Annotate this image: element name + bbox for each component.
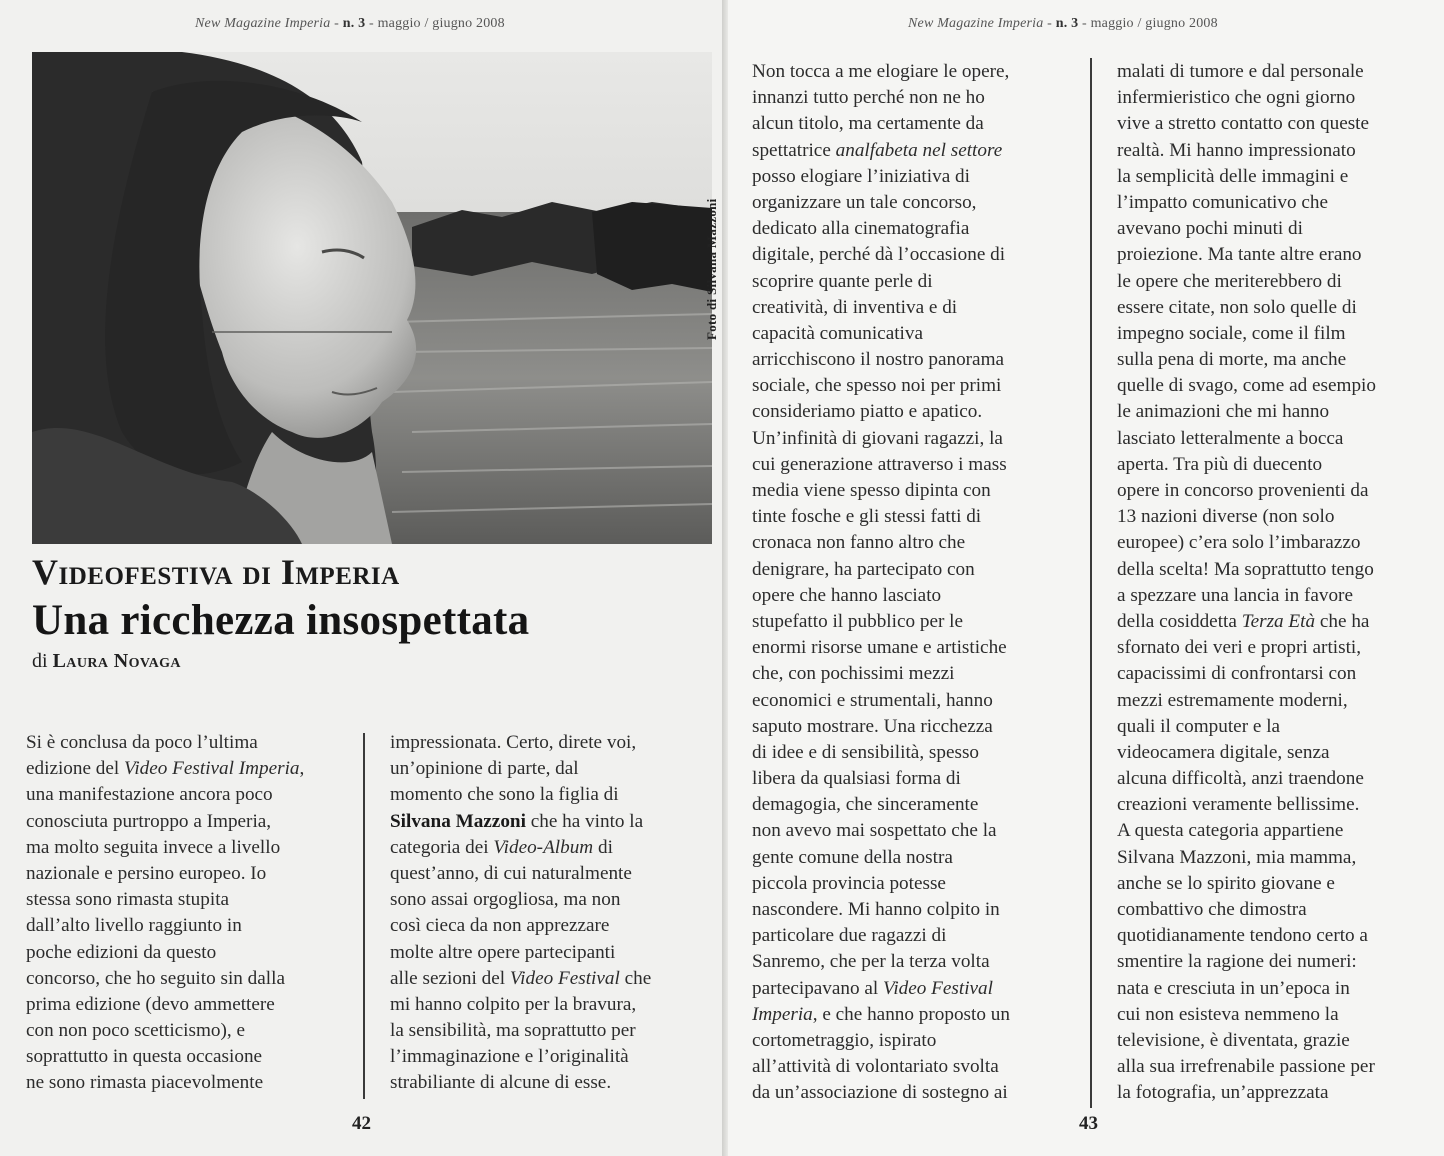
text-line: l’immaginazione e l’originalità: [390, 1046, 629, 1068]
text-line: cui non esisteva nemmeno la: [1117, 1003, 1339, 1025]
text-line: consideriamo piatto e apatico.: [752, 401, 983, 423]
text-line: media viene spesso dipinta con: [752, 480, 991, 501]
running-head-left: New Magazine Imperia - n. 3 - maggio / giugno 2008: [195, 16, 505, 31]
text-line: della cosiddetta Terza Età che ha: [1117, 610, 1370, 632]
text-line: A questa categoria appartiene: [1117, 820, 1344, 842]
text-line: impressionata. Certo, direte voi,: [390, 732, 637, 753]
issue-number: n. 3: [342, 16, 366, 31]
text-line: con non poco scetticismo), e: [26, 1020, 245, 1042]
bold-name: Silvana Mazzoni: [390, 810, 526, 832]
column-rule: [1090, 58, 1092, 1108]
text-line: lasciato letteralmente a bocca: [1117, 427, 1344, 449]
cover-photo: [32, 52, 712, 544]
byline: di Laura Novaga: [32, 650, 181, 672]
text-line: libera da qualsiasi forma di: [752, 768, 961, 790]
text-line: denigrare, ha partecipato con: [752, 558, 975, 580]
issue-number: n. 3: [1055, 16, 1079, 31]
text-line: prima edizione (devo ammettere: [26, 993, 275, 1015]
text-line: mezzi estremamente moderni,: [1117, 689, 1348, 711]
text-line: smentire la ragione dei numeri:: [1117, 951, 1357, 973]
text-line: particolare due ragazzi di: [752, 925, 947, 947]
text-line: anche se lo spirito giovane e: [1117, 872, 1335, 894]
text-line: quest’anno, di cui naturalmente: [390, 862, 632, 884]
text-line: Non tocca a me elogiare le opere,: [752, 61, 1010, 82]
text-line: soprattutto in questa occasione: [26, 1046, 263, 1068]
text-line: momento che sono la figlia di: [390, 784, 619, 806]
text-line: alla sua irrefrenabile passione per: [1117, 1056, 1375, 1078]
text-line: vive a stretto contatto con queste: [1117, 113, 1370, 135]
text-line: quelle di svago, come ad esempio: [1117, 375, 1376, 397]
italic-title: Video Festival Imperia: [124, 758, 300, 780]
text-line: la fotografia, un’apprezzata: [1117, 1082, 1329, 1104]
text-line: dall’alto livello raggiunto in: [26, 915, 242, 937]
text-line: nata e cresciuta in un’epoca in: [1117, 977, 1350, 999]
italic-title: Terza Età: [1241, 610, 1316, 632]
text-line: Sanremo, che per la terza volta: [752, 951, 990, 973]
issue-date: maggio / giugno 2008: [1090, 16, 1218, 31]
text-line: di idee e di sensibilità, spesso: [752, 741, 980, 763]
text-line: all’attività di volontariato svolta: [752, 1056, 999, 1078]
text-line: economici e strumentali, hanno: [752, 689, 993, 711]
text-line: enormi risorse umane e artistiche: [752, 637, 1007, 659]
text-line: una manifestazione ancora poco: [26, 784, 273, 806]
italic-title: Imperia: [752, 1003, 813, 1025]
text-line: arricchiscono il nostro panorama: [752, 349, 1005, 371]
text-line: le animazioni che mi hanno: [1117, 401, 1330, 423]
text-line: videocamera digitale, senza: [1117, 741, 1330, 763]
text-column-1: [26, 730, 304, 1097]
italic-title: Video Festival: [883, 977, 993, 999]
text-line: la sensibilità, ma soprattutto per: [390, 1020, 636, 1042]
text-line: da un’associazione di sostegno ai: [752, 1082, 1008, 1104]
text-line: Silvana Mazzoni, mia mamma,: [1117, 846, 1357, 868]
text-line: tinte fosche e gli stessi fatti di: [752, 506, 982, 528]
text-line: Un’infinità di giovani ragazzi, la: [752, 427, 1003, 449]
text-line: alcun titolo, ma certamente da: [752, 113, 984, 135]
text-line: realtà. Mi hanno impressionato: [1117, 139, 1356, 161]
text-line: ne sono rimasta piacevolmente: [26, 1072, 264, 1094]
text-line: la semplicità delle immagini e: [1117, 165, 1349, 187]
text-line: l’impatto comunicativo che: [1117, 191, 1328, 213]
text-line: Si è conclusa da poco l’ultima: [26, 732, 258, 753]
text-line: gente comune della nostra: [752, 846, 953, 868]
text-line: spettatrice analfabeta nel settore: [752, 139, 1003, 161]
page-number-right: 43: [1079, 1113, 1098, 1134]
text-line: innanzi tutto perché non ne ho: [752, 87, 985, 109]
text-line: infermieristico che ogni giorno: [1117, 87, 1356, 109]
text-line: organizzare un tale concorso,: [752, 191, 977, 213]
text-line: aperta. Tra più di duecento: [1117, 453, 1323, 475]
text-line: piccola provincia potesse: [752, 872, 946, 894]
text-line: poche edizioni da questo: [26, 941, 217, 963]
text-line: saputo mostrare. Una ricchezza: [752, 715, 993, 737]
text-line: ma molto seguita invece a livello: [26, 836, 281, 858]
text-line: alcuna difficoltà, anzi traendone: [1117, 768, 1364, 790]
text-line: edizione del Video Festival Imperia,: [26, 758, 305, 780]
text-line: della scelta! Ma soprattutto tengo: [1117, 558, 1374, 580]
text-line: stessa sono rimasta stupita: [26, 889, 230, 911]
text-line: partecipavano al Video Festival: [752, 977, 993, 999]
text-line: digitale, perché dà l’occasione di: [752, 244, 1006, 266]
text-line: alle sezioni del Video Festival che: [390, 967, 652, 989]
text-line: essere citate, non solo quelle di: [1117, 296, 1357, 318]
text-line: demagogia, che sinceramente: [752, 794, 979, 816]
text-line: europee) c’era solo l’imbarazzo: [1117, 532, 1361, 554]
text-line: proiezione. Ma tante altre erano: [1117, 244, 1362, 266]
text-line: mi hanno colpito per la bravura,: [390, 993, 637, 1015]
text-line: sulla pena di morte, ma anche: [1117, 349, 1347, 371]
text-line: cui generazione attraverso i mass: [752, 453, 1007, 475]
photo-credit: Foto di Silvana Mazzoni: [704, 198, 719, 340]
author-name: Laura Novaga: [52, 650, 181, 672]
text-line: opere che hanno lasciato: [752, 584, 942, 606]
page-number-left: 42: [352, 1113, 371, 1134]
photo-illustration: [32, 52, 712, 544]
text-line: conosciuta purtroppo a Imperia,: [26, 810, 272, 832]
column-rule: [363, 733, 365, 1099]
text-line: televisione, è diventata, grazie: [1117, 1029, 1350, 1051]
text-line: impegno sociale, come il film: [1117, 322, 1346, 344]
text-line: 13 nazioni diverse (non solo: [1117, 506, 1335, 528]
magazine-name: New Magazine Imperia: [908, 16, 1044, 31]
text-line: nazionale e persino europeo. Io: [26, 862, 267, 884]
text-column-4: [1117, 59, 1376, 1107]
text-line: avevano pochi minuti di: [1117, 218, 1303, 240]
text-line: capacità comunicativa: [752, 322, 923, 344]
text-line: creazioni veramente bellissime.: [1117, 794, 1360, 816]
text-line: quotidianamente tendono certo a: [1117, 925, 1368, 947]
text-line: strabiliante di alcune di esse.: [390, 1072, 612, 1094]
text-line: creatività, di inventiva e di: [752, 296, 958, 318]
text-line: malati di tumore e dal personale: [1117, 61, 1364, 82]
magazine-name: New Magazine Imperia: [195, 16, 331, 31]
right-page: [728, 0, 1444, 1156]
italic-title: analfabeta nel settore: [835, 139, 1003, 161]
text-line: molte altre opere partecipanti: [390, 941, 616, 963]
text-line: stupefatto il pubblico per le: [752, 610, 964, 632]
text-line: posso elogiare l’iniziativa di: [752, 165, 970, 187]
running-head-right: New Magazine Imperia - n. 3 - maggio / giugno 2008: [908, 16, 1218, 31]
text-line: che, con pochissimi mezzi: [752, 663, 955, 685]
text-line: sfornato dei veri e propri artisti,: [1117, 637, 1362, 659]
text-line: Silvana Mazzoni che ha vinto la: [390, 810, 644, 832]
text-line: scoprire quante perle di: [752, 270, 933, 292]
text-line: a spezzare una lancia in favore: [1117, 584, 1353, 606]
text-line: opere in concorso provenienti da: [1117, 480, 1369, 501]
text-line: combattivo che dimostra: [1117, 899, 1307, 920]
italic-title: Video Festival: [509, 967, 620, 989]
text-line: quali il computer e la: [1117, 715, 1281, 737]
text-line: concorso, che ho seguito sin dalla: [26, 967, 285, 989]
text-line: nascondere. Mi hanno colpito in: [752, 899, 1000, 920]
text-line: Imperia, e che hanno proposto un: [752, 1003, 1010, 1025]
article-kicker: Videofestiva di Imperia: [32, 552, 400, 592]
text-line: cortometraggio, ispirato: [752, 1029, 937, 1051]
article-headline: Una ricchezza insospettata: [32, 597, 530, 644]
text-line: un’opinione di parte, dal: [390, 758, 579, 780]
text-line: capacissimi di confrontarsi con: [1117, 663, 1357, 685]
text-line: così cieca da non apprezzare: [390, 915, 610, 937]
text-line: non avevo mai sospettato che la: [752, 820, 997, 842]
text-line: cronaca non fanno altro che: [752, 532, 966, 554]
text-line: dedicato alla cinematografia: [752, 218, 970, 240]
text-line: sociale, che spesso noi per primi: [752, 375, 1002, 397]
text-column-3: [752, 59, 1010, 1107]
italic-title: Video-Album: [493, 836, 594, 858]
text-line: le opere che meriterebbero di: [1117, 270, 1342, 292]
text-column-2: [390, 730, 651, 1097]
text-line: sono assai orgogliosa, ma non: [390, 889, 621, 911]
text-line: categoria dei Video-Album di: [390, 836, 613, 858]
issue-date: maggio / giugno 2008: [377, 16, 505, 31]
